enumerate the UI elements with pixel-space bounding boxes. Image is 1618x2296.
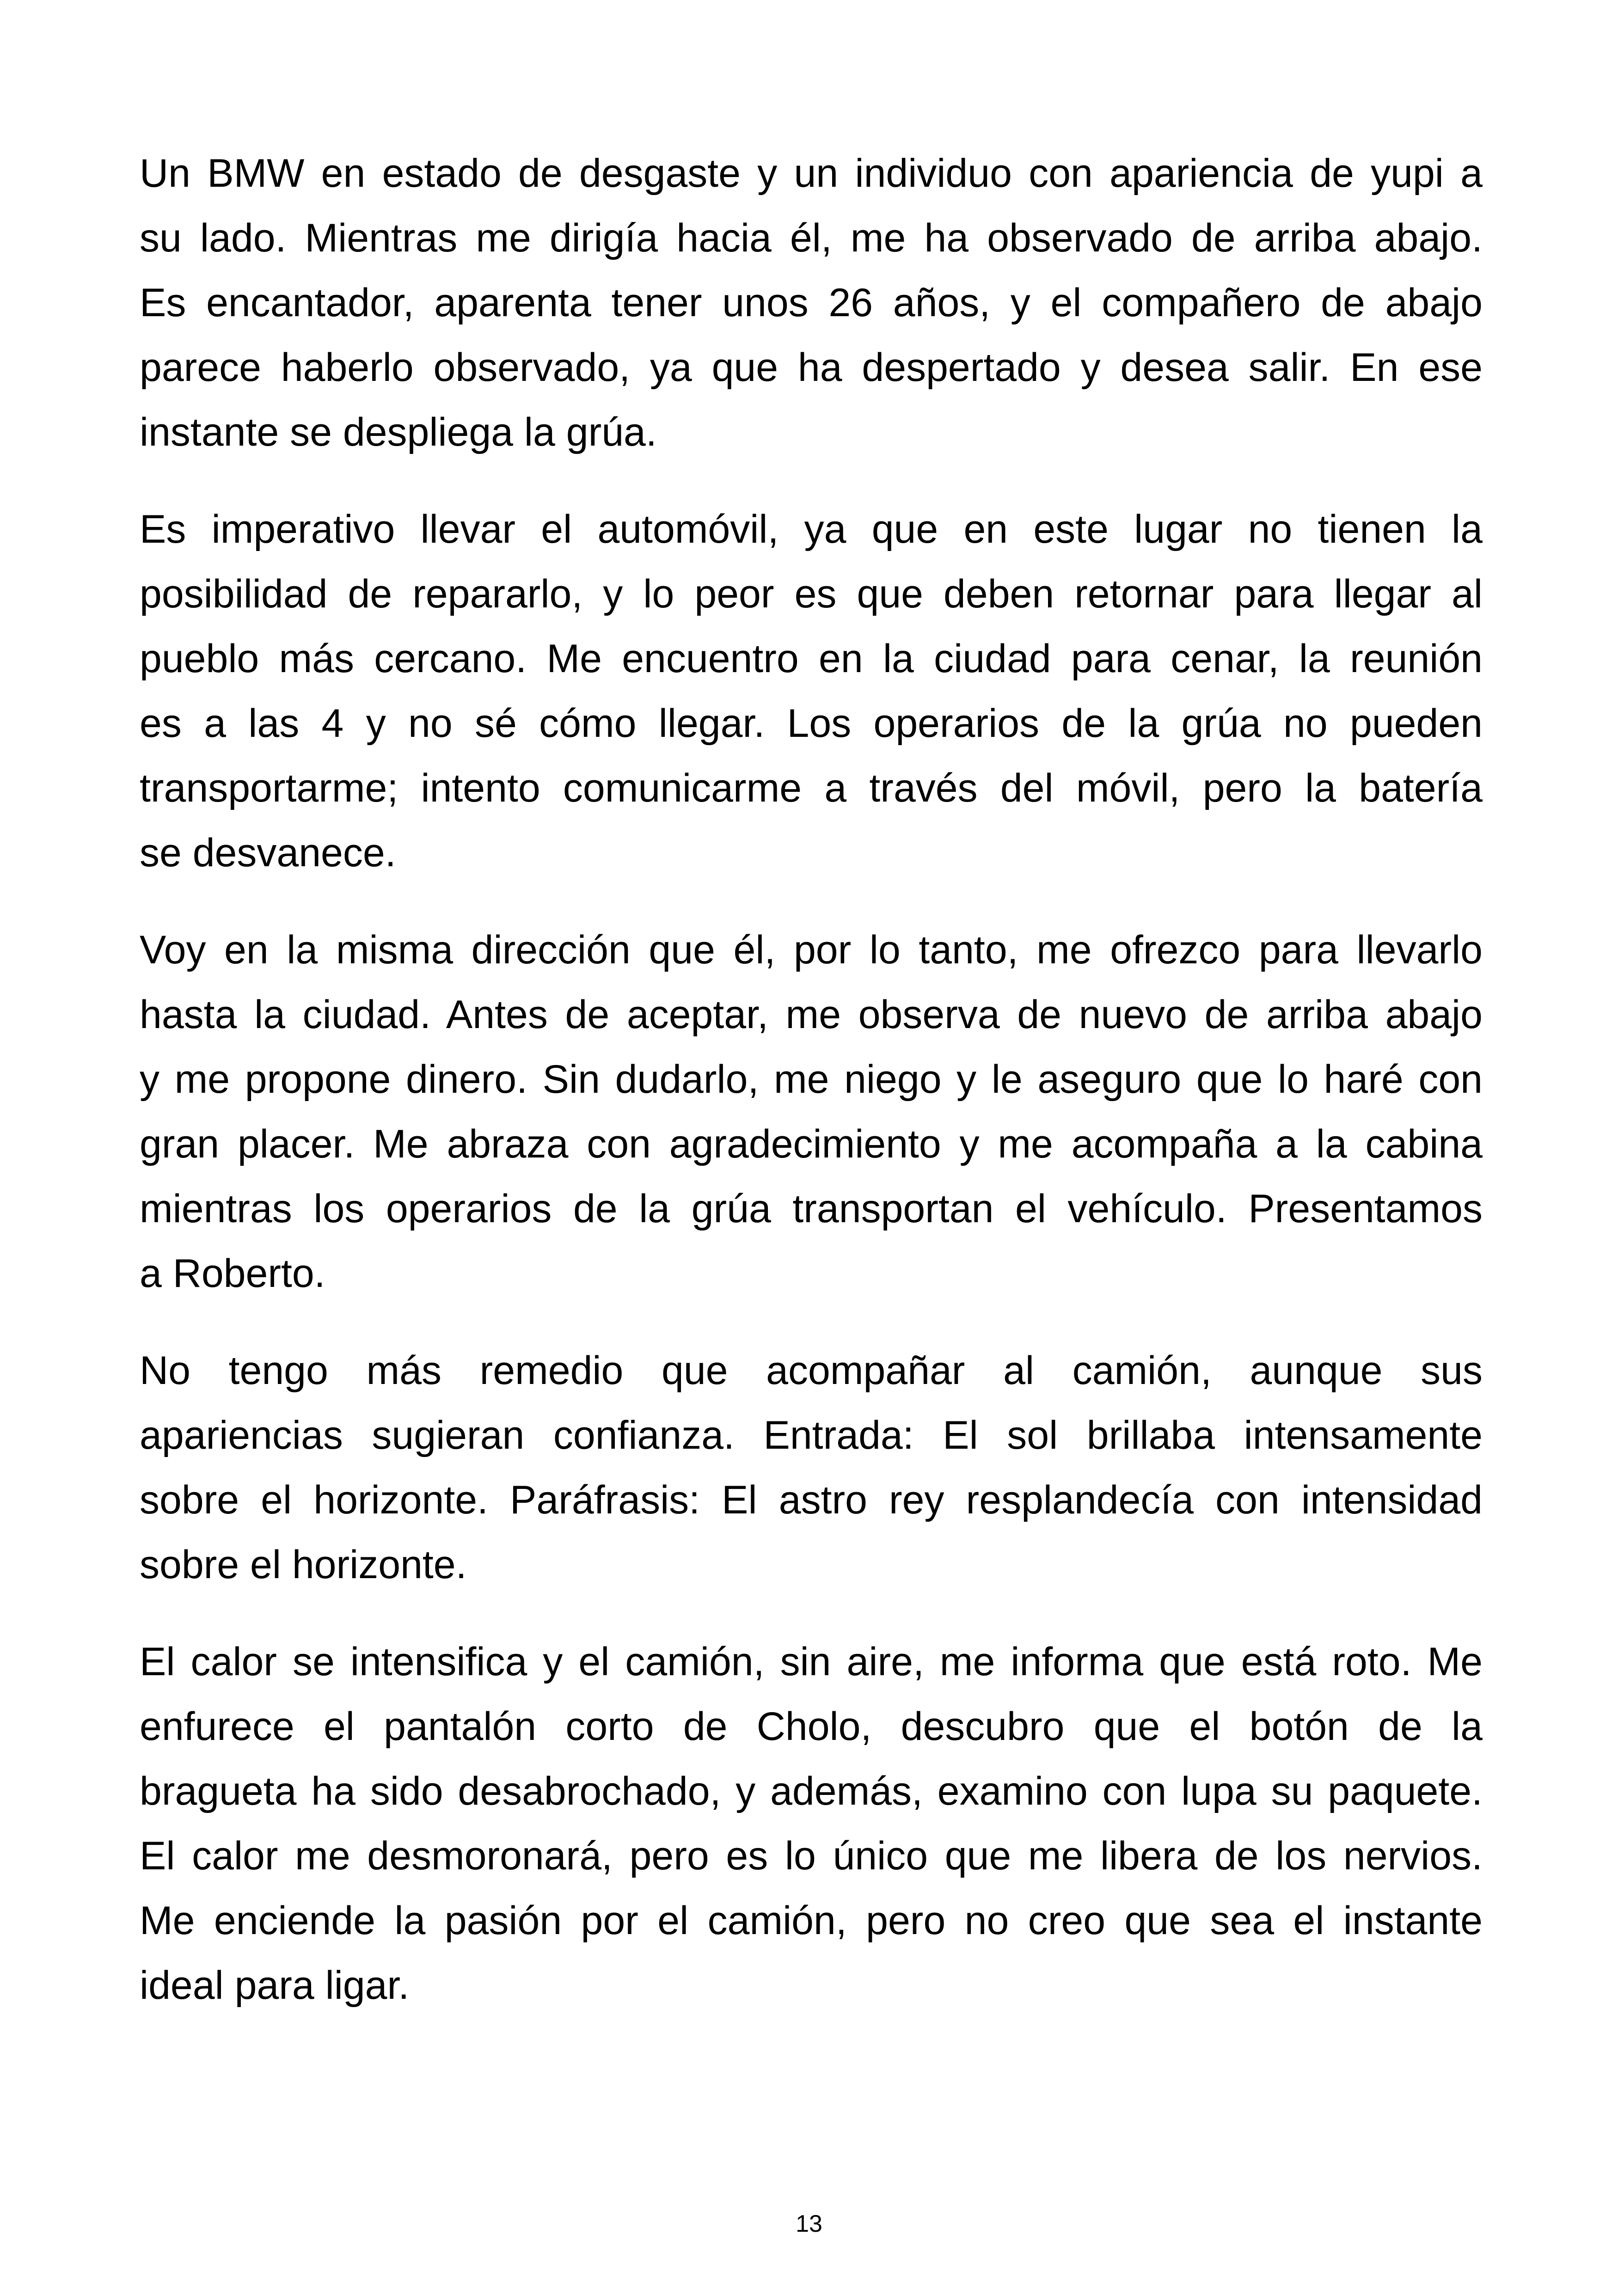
text-line: gran placer. Me abraza con agradecimiento y me acompaña a la cabina <box>140 1122 1483 1166</box>
paragraph-5 <box>140 1629 1483 2018</box>
text-line: instante se despliega la grúa. <box>140 410 657 454</box>
text-line: Es encantador, aparenta tener unos 26 años, y el compañero de abajo <box>140 281 1483 325</box>
text-line: transportarme; intento comunicarme a través del móvil, pero la batería <box>140 766 1483 810</box>
text-line: a Roberto. <box>140 1251 325 1296</box>
text-line: posibilidad de repararlo, y lo peor es que deben retornar para llegar al <box>140 572 1483 616</box>
text-line: El calor me desmoronará, pero es lo único que me libera de los nervios. <box>140 1834 1483 1878</box>
paragraph-3 <box>140 918 1483 1306</box>
text-line: pueblo más cercano. Me encuentro en la ciudad para cenar, la reunión <box>140 637 1483 681</box>
text-line: es a las 4 y no sé cómo llegar. Los operarios de la grúa no pueden <box>140 701 1483 746</box>
text-line: sobre el horizonte. <box>140 1543 467 1587</box>
text-line: apariencias sugieran confianza. Entrada: El sol brillaba intensamente <box>140 1413 1483 1457</box>
text-line: se desvanece. <box>140 831 396 875</box>
paragraph-2 <box>140 497 1483 885</box>
text-line: ideal para ligar. <box>140 1963 410 2008</box>
text-line: parece haberlo observado, ya que ha despertado y desea salir. En ese <box>140 345 1483 390</box>
text-line: su lado. Mientras me dirigía hacia él, me ha observado de arriba abajo. <box>140 216 1483 260</box>
paragraph-4 <box>140 1338 1483 1597</box>
text-line: No tengo más remedio que acompañar al camión, aunque sus <box>140 1348 1483 1393</box>
text-line: enfurece el pantalón corto de Cholo, descubro que el botón de la <box>140 1704 1483 1749</box>
text-line: sobre el horizonte. Paráfrasis: El astro rey resplandecía con intensidad <box>140 1478 1483 1522</box>
page-number: 13 <box>796 2210 822 2237</box>
text-line: Me enciende la pasión por el camión, pero no creo que sea el instante <box>140 1898 1483 1943</box>
text-line: Un BMW en estado de desgaste y un individuo con apariencia de yupi a <box>140 151 1483 196</box>
body-text <box>140 141 1483 2050</box>
text-line: hasta la ciudad. Antes de aceptar, me observa de nuevo de arriba abajo <box>140 992 1483 1037</box>
text-line: bragueta ha sido desabrochado, y además, examino con lupa su paquete. <box>140 1769 1483 1813</box>
text-line: Es imperativo llevar el automóvil, ya que en este lugar no tienen la <box>140 507 1483 551</box>
paragraph-1 <box>140 141 1483 465</box>
text-line: mientras los operarios de la grúa transportan el vehículo. Presentamos <box>140 1187 1483 1231</box>
text-line: El calor se intensifica y el camión, sin aire, me informa que está roto. Me <box>140 1640 1483 1684</box>
text-line: Voy en la misma dirección que él, por lo tanto, me ofrezco para llevarlo <box>140 928 1483 972</box>
text-line: y me propone dinero. Sin dudarlo, me niego y le aseguro que lo haré con <box>140 1057 1483 1102</box>
